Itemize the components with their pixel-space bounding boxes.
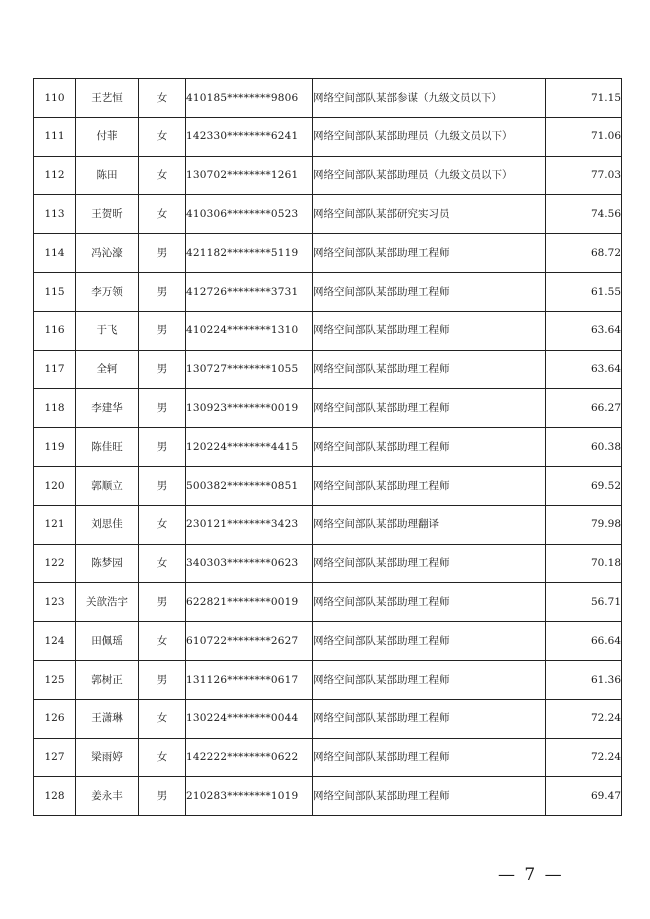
candidate-score: 63.64 (546, 350, 622, 389)
table-row (34, 272, 622, 311)
candidate-score: 71.06 (546, 117, 622, 156)
candidate-id-number: 230121********3423 (186, 505, 313, 544)
row-number: 110 (34, 79, 76, 118)
candidate-score: 72.24 (546, 738, 622, 777)
row-number: 120 (34, 466, 76, 505)
candidate-id-number: 421182********5119 (186, 234, 313, 273)
candidate-gender: 男 (139, 389, 186, 428)
candidate-score: 70.18 (546, 544, 622, 583)
candidate-score: 72.24 (546, 699, 622, 738)
applied-position: 网络空间部队某部助理员（九级文员以下） (313, 156, 546, 195)
row-number: 121 (34, 505, 76, 544)
candidate-score: 74.56 (546, 195, 622, 234)
row-number: 114 (34, 234, 76, 273)
candidate-id-number: 131126********0617 (186, 660, 313, 699)
candidate-score: 69.47 (546, 777, 622, 816)
row-number: 115 (34, 272, 76, 311)
candidate-id-number: 500382********0851 (186, 466, 313, 505)
candidate-gender: 男 (139, 428, 186, 467)
table-row (34, 777, 622, 816)
candidate-id-number: 410185********9806 (186, 79, 313, 118)
candidate-id-number: 340303********0623 (186, 544, 313, 583)
candidate-id-number: 130224********0044 (186, 699, 313, 738)
candidate-name: 陈田 (76, 156, 139, 195)
row-number: 125 (34, 660, 76, 699)
candidate-gender: 女 (139, 544, 186, 583)
row-number: 122 (34, 544, 76, 583)
candidate-name: 姜永丰 (76, 777, 139, 816)
candidate-id-number: 142330********6241 (186, 117, 313, 156)
candidate-gender: 女 (139, 699, 186, 738)
candidate-gender: 男 (139, 583, 186, 622)
applied-position: 网络空间部队某部助理工程师 (313, 622, 546, 661)
table-row (34, 428, 622, 467)
applied-position: 网络空间部队某部助理工程师 (313, 234, 546, 273)
candidate-table-body (34, 79, 622, 816)
candidate-id-number: 610722********2627 (186, 622, 313, 661)
candidate-id-number: 210283********1019 (186, 777, 313, 816)
table-row (34, 699, 622, 738)
candidate-id-number: 120224********4415 (186, 428, 313, 467)
table-row (34, 117, 622, 156)
row-number: 119 (34, 428, 76, 467)
candidate-gender: 女 (139, 156, 186, 195)
candidate-gender: 男 (139, 350, 186, 389)
table-row (34, 583, 622, 622)
candidate-name: 全轲 (76, 350, 139, 389)
candidate-name: 陈梦园 (76, 544, 139, 583)
applied-position: 网络空间部队某部参谋（九级文员以下） (313, 79, 546, 118)
candidate-id-number: 410224********1310 (186, 311, 313, 350)
table-row (34, 195, 622, 234)
candidate-name: 李万领 (76, 272, 139, 311)
candidate-score: 56.71 (546, 583, 622, 622)
candidate-score: 69.52 (546, 466, 622, 505)
applied-position: 网络空间部队某部助理翻译 (313, 505, 546, 544)
candidate-score: 79.98 (546, 505, 622, 544)
table-row (34, 350, 622, 389)
row-number: 113 (34, 195, 76, 234)
applied-position: 网络空间部队某部助理工程师 (313, 777, 546, 816)
candidate-name: 王潇琳 (76, 699, 139, 738)
candidate-name: 付菲 (76, 117, 139, 156)
candidate-name: 梁雨婷 (76, 738, 139, 777)
candidate-id-number: 130727********1055 (186, 350, 313, 389)
candidate-id-number: 142222********0622 (186, 738, 313, 777)
candidate-score: 60.38 (546, 428, 622, 467)
candidate-gender: 男 (139, 660, 186, 699)
candidate-score: 77.03 (546, 156, 622, 195)
applied-position: 网络空间部队某部助理工程师 (313, 544, 546, 583)
candidate-gender: 男 (139, 466, 186, 505)
candidate-name: 于飞 (76, 311, 139, 350)
candidate-name: 刘思佳 (76, 505, 139, 544)
applied-position: 网络空间部队某部助理工程师 (313, 738, 546, 777)
candidate-gender: 女 (139, 79, 186, 118)
table-row (34, 389, 622, 428)
candidate-name: 关歆浩宇 (76, 583, 139, 622)
candidate-name: 王艺恒 (76, 79, 139, 118)
row-number: 117 (34, 350, 76, 389)
candidate-gender: 女 (139, 622, 186, 661)
row-number: 116 (34, 311, 76, 350)
applied-position: 网络空间部队某部助理工程师 (313, 311, 546, 350)
candidate-id-number: 130702********1261 (186, 156, 313, 195)
applied-position: 网络空间部队某部助理工程师 (313, 389, 546, 428)
table-row (34, 156, 622, 195)
row-number: 124 (34, 622, 76, 661)
candidate-gender: 男 (139, 311, 186, 350)
candidate-score: 68.72 (546, 234, 622, 273)
table-row (34, 660, 622, 699)
candidate-score: 71.15 (546, 79, 622, 118)
candidate-id-number: 130923********0019 (186, 389, 313, 428)
candidate-name: 郭树正 (76, 660, 139, 699)
candidate-table (33, 78, 622, 816)
candidate-id-number: 622821********0019 (186, 583, 313, 622)
applied-position: 网络空间部队某部助理工程师 (313, 350, 546, 389)
candidate-score: 66.64 (546, 622, 622, 661)
candidate-gender: 女 (139, 505, 186, 544)
table-row (34, 311, 622, 350)
row-number: 126 (34, 699, 76, 738)
candidate-name: 郭顺立 (76, 466, 139, 505)
table-row (34, 622, 622, 661)
candidate-score: 61.36 (546, 660, 622, 699)
row-number: 128 (34, 777, 76, 816)
table-row (34, 738, 622, 777)
candidate-score: 66.27 (546, 389, 622, 428)
candidate-name: 陈佳旺 (76, 428, 139, 467)
candidate-gender: 男 (139, 777, 186, 816)
row-number: 112 (34, 156, 76, 195)
candidate-name: 王贺昕 (76, 195, 139, 234)
candidate-gender: 女 (139, 117, 186, 156)
applied-position: 网络空间部队某部助理工程师 (313, 272, 546, 311)
candidate-score: 61.55 (546, 272, 622, 311)
table-row (34, 234, 622, 273)
candidate-name: 田佩瑶 (76, 622, 139, 661)
row-number: 123 (34, 583, 76, 622)
candidate-name: 李建华 (76, 389, 139, 428)
candidate-gender: 女 (139, 738, 186, 777)
candidate-name: 冯沁濠 (76, 234, 139, 273)
row-number: 111 (34, 117, 76, 156)
row-number: 118 (34, 389, 76, 428)
applied-position: 网络空间部队某部助理工程师 (313, 466, 546, 505)
candidate-id-number: 410306********0523 (186, 195, 313, 234)
candidate-id-number: 412726********3731 (186, 272, 313, 311)
candidate-gender: 女 (139, 195, 186, 234)
applied-position: 网络空间部队某部助理工程师 (313, 699, 546, 738)
applied-position: 网络空间部队某部研究实习员 (313, 195, 546, 234)
table-row (34, 79, 622, 118)
row-number: 127 (34, 738, 76, 777)
table-row (34, 544, 622, 583)
applied-position: 网络空间部队某部助理员（九级文员以下） (313, 117, 546, 156)
applied-position: 网络空间部队某部助理工程师 (313, 660, 546, 699)
candidate-score: 63.64 (546, 311, 622, 350)
table-row (34, 505, 622, 544)
page-number: — 7 — (498, 865, 564, 885)
applied-position: 网络空间部队某部助理工程师 (313, 583, 546, 622)
candidate-gender: 男 (139, 272, 186, 311)
table-row (34, 466, 622, 505)
candidate-gender: 男 (139, 234, 186, 273)
applied-position: 网络空间部队某部助理工程师 (313, 428, 546, 467)
